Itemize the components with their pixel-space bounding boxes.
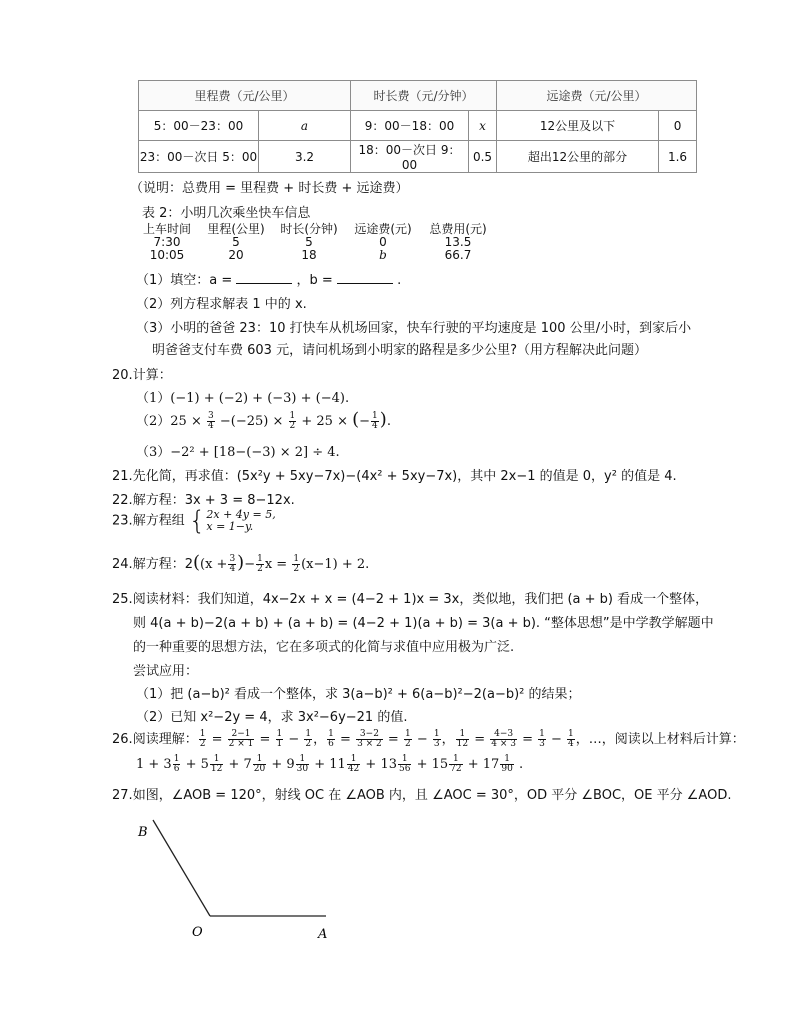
q22-text: 解方程：3x + 3 = 8−12x. [132, 493, 295, 508]
fraction [500, 755, 513, 774]
fee-table [138, 80, 697, 173]
table-cell: 12公里及以下 [497, 111, 659, 141]
label-o: O [192, 925, 203, 940]
table-header: 里程费（元/公里） [139, 81, 351, 111]
q23 [112, 508, 276, 534]
table-cell: b [379, 248, 387, 262]
table-header: 远途费（元/公里） [497, 81, 697, 111]
q19-part1-end: . [397, 273, 402, 288]
table-header: 总费用(元) [429, 222, 487, 236]
denominator: 3 [539, 739, 545, 749]
numerator: 1 [539, 729, 545, 739]
q20-label: 计算： [132, 368, 172, 383]
q27 [112, 784, 731, 803]
q26-label: 阅读理解： [132, 732, 198, 747]
table-cell: 66.7 [444, 248, 472, 262]
table-header: 时长费（元/分钟） [351, 81, 497, 111]
mixed-number-whole: + 15 [416, 757, 449, 772]
fraction [404, 730, 412, 749]
q25-text-1: 阅读材料：我们知道，4x−2x + x = (4−2 + 1)x = 3x，类似地，我们把 (a + b) 看成一个整体， [132, 592, 709, 607]
fraction [456, 730, 469, 749]
q26-end: . [518, 757, 524, 772]
numerator: 3 [207, 411, 214, 421]
fraction [490, 730, 517, 749]
question-number: 25. [112, 592, 133, 607]
q27-text: 如图，∠AOB = 120°，射线 OC 在 ∠AOB 内，且 ∠AOC = 30°，OD 平分 ∠BOC，OE 平分 ∠AOD. [132, 788, 732, 803]
q19-part1 [136, 269, 401, 288]
table-cell: 1.6 [659, 141, 697, 173]
numerator: 1 [404, 729, 411, 739]
label-b: B [138, 825, 148, 840]
table-header-row [136, 223, 494, 236]
equation-2: x = 1−y. [206, 520, 254, 533]
table-cell: 0 [379, 235, 387, 249]
numerator: 1 [173, 754, 180, 764]
q19-part2: （2）列方程求解表 1 中的 x. [136, 297, 307, 312]
table-cell: 3.2 [259, 141, 351, 173]
numerator: 1 [210, 755, 223, 765]
table-row [139, 141, 697, 173]
denominator: 56 [399, 764, 411, 774]
numerator: 1 [456, 730, 469, 740]
denominator: 30 [296, 764, 309, 774]
q26-identities: $\frac{1}{2}$ = $\frac{2-1}{2 \times 1}$ = $\frac{1}{1}$ − $\frac{1}{2}$ ， $\frac{1}{6}$ = $\frac{3-2}{3 \times 2}$ = $\frac{1}{2}$ − $\frac{1}{3}$ ， $\frac{1}{12}$ = $\frac{4-3}{4 \times 3}$ = $\frac{1}{3}$ − $\frac{1}{4}$ [199, 729, 574, 749]
question-number: 24. [112, 557, 133, 572]
equation-1: 2x + 4y = 5, [206, 508, 276, 521]
fraction [289, 412, 297, 431]
q20-part2-pre: （2）25 × [136, 414, 202, 429]
fraction [371, 412, 379, 431]
table-header: 里程(公里) [207, 222, 265, 236]
table2-title: 表 2：小明几次乘坐快车信息 [142, 206, 311, 221]
fraction [210, 755, 223, 774]
mixed-number-whole: + 13 [365, 757, 397, 772]
mixed-number-whole: + 11 [314, 757, 346, 772]
q25-part1: （1）把 (a−b)² 看成一个整体，求 3(a−b)² + 6(a−b)²−2(a−b)² 的结果； [136, 687, 581, 702]
q20-title [112, 364, 172, 383]
fraction [433, 730, 441, 749]
numerator: 1 [328, 729, 334, 739]
numerator: 1 [449, 755, 462, 765]
denominator: 1 [276, 739, 283, 749]
fraction [256, 555, 264, 574]
denominator: 4 [568, 739, 574, 749]
fraction [228, 730, 255, 749]
q21-text: 先化简，再求值：(5x²y + 5xy−7x)−(4x² + 5xy−7x)，其中 2x−1 的值是 0，y² 的值是 4. [132, 469, 677, 484]
mixed-number-whole: 1 + 3 [136, 757, 172, 772]
table-cell: 20 [228, 248, 244, 262]
denominator: 20 [253, 764, 266, 774]
mixed-number-whole: + 17 [467, 757, 500, 772]
numerator: 1 [568, 729, 574, 739]
denominator: 72 [450, 764, 462, 774]
denominator: 2 × 1 [228, 739, 254, 749]
q25-try: 尝试应用： [133, 664, 199, 679]
q25-line2: 则 4(a + b)−2(a + b) + (a + b) = (4−2 + 1)(a + b) = 3(a + b). “整体思想”是中学教学解题中 [133, 616, 714, 631]
fraction-identity: $\frac{1}{6}$ = $\frac{3-2}{3 \times 2}$ = $\frac{1}{2}$ − $\frac{1}{3}$ [328, 729, 440, 749]
denominator: 12 [456, 739, 469, 749]
denominator: 2 [199, 739, 206, 749]
denominator: 4 [229, 564, 236, 574]
table-cell: 5 [232, 235, 240, 249]
q19-part3-line1: （3）小明的爸爸 23：10 打快车从机场回家，快车行驶的平均速度是 100 公里/小时，到家后小 [136, 321, 692, 336]
fraction [207, 412, 215, 431]
fraction [304, 730, 312, 749]
fraction [199, 730, 207, 749]
numerator: 4−3 [490, 730, 517, 740]
numerator: 1 [372, 411, 378, 421]
table-cell: a [259, 111, 351, 141]
q20-part3: （3）−2² + [18−(−3) × 2] ÷ 4. [136, 445, 340, 460]
fraction [398, 755, 411, 774]
q23-label: 解方程组 [132, 513, 185, 529]
question-number: 22. [112, 493, 133, 508]
table-header: 远途费(元) [354, 222, 412, 236]
mixed-number-whole: + 5 [185, 757, 209, 772]
fraction [228, 555, 236, 574]
numerator: 1 [347, 755, 360, 765]
q26-line1 [112, 728, 745, 749]
question-number: 26. [112, 732, 133, 747]
table-cell: 10:05 [149, 248, 185, 262]
table-cell: 超出12公里的部分 [497, 141, 659, 173]
table-cell: 9：00－18：00 [351, 111, 469, 141]
fraction [538, 730, 546, 749]
fraction [276, 730, 284, 749]
table-header: 上车时间 [142, 222, 191, 236]
denominator: 42 [347, 764, 360, 774]
denominator: 6 [328, 739, 334, 749]
table-cell: x [469, 111, 497, 141]
fraction [356, 730, 383, 749]
numerator: 1 [398, 755, 411, 765]
question-number: 20. [112, 368, 133, 383]
question-number: 23. [112, 513, 133, 529]
numerator: 2−1 [228, 730, 255, 740]
table-cell: 0 [659, 111, 697, 141]
q24: 24.解方程：2((x + $\frac{3}{4}$ )− $\frac{1}{2}$ x = $\frac{1}{2}$ (x−1) + 2. [112, 552, 370, 574]
table-cell: 5：00－23：00 [139, 111, 259, 141]
q24-x: x = [264, 557, 288, 572]
numerator: 1 [289, 411, 296, 421]
table-cell: 13.5 [444, 235, 472, 249]
q24-pre: 解方程：2 [132, 557, 193, 572]
fraction [449, 755, 462, 774]
numerator: 1 [257, 554, 263, 564]
table-cell: 7:30 [153, 235, 181, 249]
denominator: 4 [207, 421, 214, 431]
q24-rest: (x−1) + 2. [301, 557, 370, 572]
q20-part2-mid2: + 25 × [301, 414, 348, 429]
q20-part2: （2）25 × $\frac{3}{4}$ −(−25) × $\frac{1}{2}$ + 25 × (− $\frac{1}{4}$ ). [136, 409, 391, 431]
q26-sum-expression [136, 755, 523, 774]
numerator: 1 [305, 729, 312, 739]
ride-table [136, 223, 494, 262]
q20-part2-mid: −(−25) × [219, 414, 284, 429]
table-row [136, 249, 494, 262]
mixed-number-whole: + 9 [271, 757, 295, 772]
q25-line3: 的一种重要的思想方法，它在多项式的化简与求值中应用极为广泛. [133, 640, 515, 655]
table-cell: 0.5 [469, 141, 497, 173]
label-a: A [318, 927, 328, 942]
denominator: 3 × 2 [357, 739, 382, 749]
numerator: 1 [433, 729, 440, 739]
mixed-number-whole: + 7 [228, 757, 252, 772]
denominator: 2 [404, 739, 411, 749]
q26-tail: ，…，阅读以上材料后计算： [575, 732, 745, 747]
ray-ob [153, 820, 210, 916]
q25-line1 [112, 588, 708, 607]
numerator: 1 [500, 755, 513, 765]
table-header: 时长(分钟) [280, 222, 338, 236]
q19-part3-line2: 明爸爸支付车费 603 元，请问机场到小明家的路程是多少公里?（用方程解决此问题） [152, 343, 647, 358]
denominator: 2 [305, 739, 312, 749]
fraction [253, 755, 266, 774]
table-cell: 18：00－次日 9：00 [351, 141, 469, 173]
numerator: 1 [276, 729, 283, 739]
fraction-identity: $\frac{1}{12}$ = $\frac{4-3}{4 \times 3}$ = $\frac{1}{3}$ − $\frac{1}{4}$ [456, 729, 574, 749]
denominator: 12 [210, 764, 223, 774]
answer-blank-a[interactable] [236, 271, 292, 284]
numerator: 1 [296, 755, 309, 765]
answer-blank-b[interactable] [337, 271, 393, 284]
numerator: 3−2 [356, 730, 383, 740]
q21 [112, 465, 677, 484]
fraction [327, 730, 335, 749]
q25-part2: （2）已知 x²−2y = 4，求 3x²−6y−21 的值. [136, 710, 408, 725]
table-cell: 5 [305, 235, 313, 249]
denominator: 2 [293, 564, 300, 574]
fee-note: （说明：总费用 = 里程费 + 时长费 + 远途费） [130, 181, 409, 196]
q20-part1: （1）(−1) + (−2) + (−3) + (−4). [136, 391, 350, 406]
numerator: 1 [199, 729, 206, 739]
denominator: 6 [173, 764, 180, 774]
denominator: 2 [257, 564, 263, 574]
fraction [173, 755, 181, 774]
equation-system: { 2x + 4y = 5, x = 1−y. [188, 506, 276, 536]
fraction [296, 755, 309, 774]
denominator: 4 [372, 421, 378, 431]
q19-part1-label-a: （1）填空：a = [136, 273, 233, 288]
angle-figure [128, 810, 348, 950]
q24-paren-open: (x + [200, 557, 228, 572]
question-number: 21. [112, 469, 133, 484]
denominator: 2 [289, 421, 296, 431]
fraction-identity: $\frac{1}{2}$ = $\frac{2-1}{2 \times 1}$ = $\frac{1}{1}$ − $\frac{1}{2}$ [199, 729, 312, 749]
fraction [347, 755, 360, 774]
fraction [292, 555, 300, 574]
table-cell: 18 [301, 248, 317, 262]
denominator: 4 × 3 [491, 739, 516, 749]
table-cell: 23：00－次日 5：00 [139, 141, 259, 173]
fraction [567, 730, 575, 749]
numerator: 1 [253, 755, 266, 765]
numerator: 1 [293, 554, 300, 564]
denominator: 90 [501, 764, 513, 774]
denominator: 3 [433, 739, 440, 749]
q19-part1-label-b: ，b = [296, 273, 333, 288]
numerator: 3 [229, 554, 236, 564]
q24-minus: − [244, 557, 256, 572]
table-row [139, 111, 697, 141]
question-number: 27. [112, 788, 133, 803]
